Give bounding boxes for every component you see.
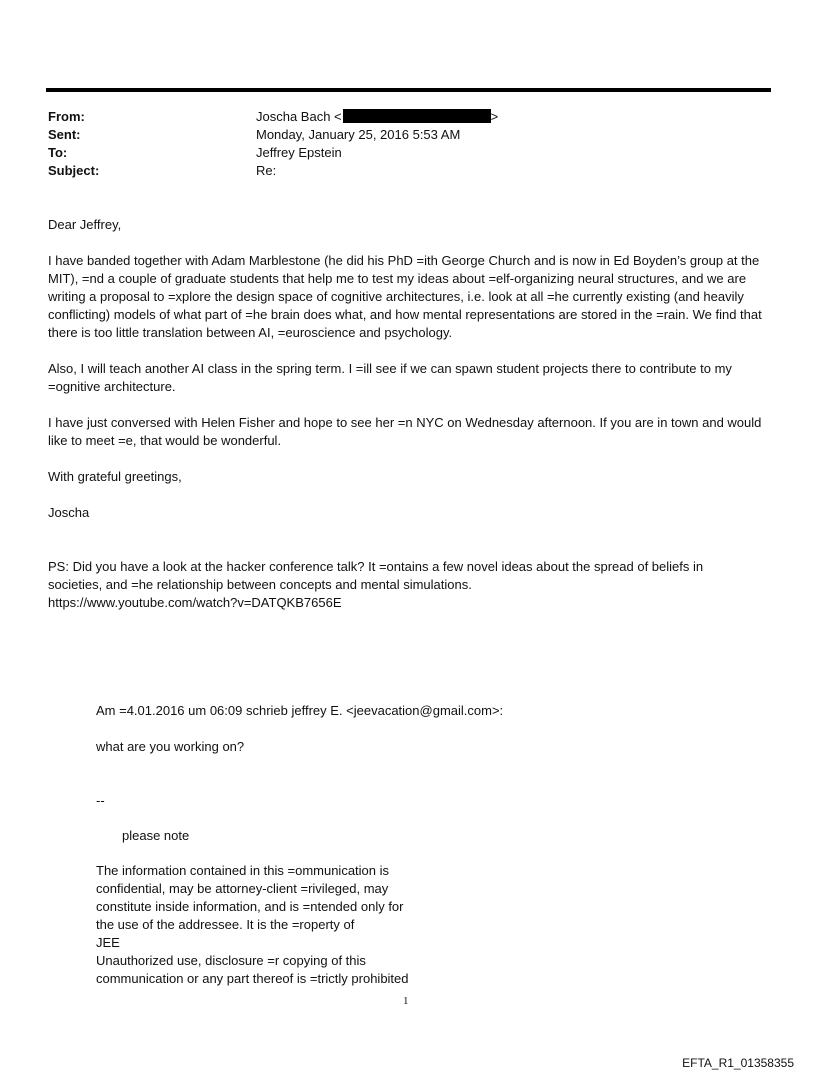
quoted-separator: -- [96, 793, 105, 808]
disclaimer-line: The information contained in this =ommunication is [96, 863, 390, 878]
to-label: To: [48, 145, 68, 160]
body-paragraph-2: Also, I will teach another AI class in the spring term. I =ill see if we can spawn student projects there to contribute to my =ognitive architecture. [48, 361, 732, 394]
body-paragraph-3: I have just conversed with Helen Fisher and hope to see her =n NYC on Wednesday afternoon. If you are in town and would like to meet =e, that would be wonderful. [48, 415, 762, 448]
document-id: EFTA_R1_01358355 [682, 1056, 794, 1070]
disclaimer [96, 862, 456, 988]
greeting: Dear Jeffrey, [48, 217, 122, 232]
ps-line-1: PS: Did you have a look at the hacker conference talk? It =ontains a few novel ideas about the spread of beliefs in [48, 559, 704, 574]
sent-value: Monday, January 25, 2016 5:53 AM [256, 127, 461, 142]
signature: Joscha [48, 505, 90, 520]
from-label: From: [48, 109, 85, 124]
disclaimer-line: JEE [96, 935, 120, 950]
ps-link[interactable]: https://www.youtube.com/watch?v=DATQKB7656E [48, 595, 342, 610]
page-number: 1 [403, 995, 409, 1007]
redaction-block [343, 109, 491, 123]
from-value [256, 108, 498, 126]
quoted-question: what are you working on? [96, 739, 245, 754]
note-title: please note [122, 828, 190, 843]
from-close: > [490, 109, 499, 124]
disclaimer-line: Unauthorized use, disclosure =r copying of this [96, 953, 366, 968]
disclaimer-line: the use of the addressee. It is the =roperty of [96, 917, 355, 932]
sent-label: Sent: [48, 127, 81, 142]
header-rule [46, 88, 771, 92]
disclaimer-line: constitute inside information, and is =ntended only for [96, 899, 404, 914]
quoted-attribution: Am =4.01.2016 um 06:09 schrieb jeffrey E. <jeevacation@gmail.com>: [96, 703, 504, 718]
disclaimer-line: communication or any part thereof is =trictly prohibited [96, 971, 409, 986]
body-paragraph-1: I have banded together with Adam Marblestone (he did his PhD =ith George Church and is now in Ed Boyden’s group at the MIT), =nd a couple of graduate students that help me to test my ideas about =elf-organizing neural structures, and we are writing a proposal to =xplore the design space of cognitive architectures, i.e. look at all =he currently existing (and heavily conflicting) models of what part of =he brain does what, and how mental representations are stored in the =rain. We find that there is too little translation between AI, =euroscience and psychology. [48, 253, 762, 340]
subject-label: Subject: [48, 163, 100, 178]
subject-value: Re: [256, 163, 277, 178]
from-name: Joscha Bach < [256, 109, 342, 124]
closing: With grateful greetings, [48, 469, 182, 484]
ps-block [48, 558, 768, 612]
ps-line-2: societies, and =he relationship between concepts and mental simulations. [48, 577, 472, 592]
to-value: Jeffrey Epstein [256, 145, 342, 160]
disclaimer-line: confidential, may be attorney-client =rivileged, may [96, 881, 389, 896]
